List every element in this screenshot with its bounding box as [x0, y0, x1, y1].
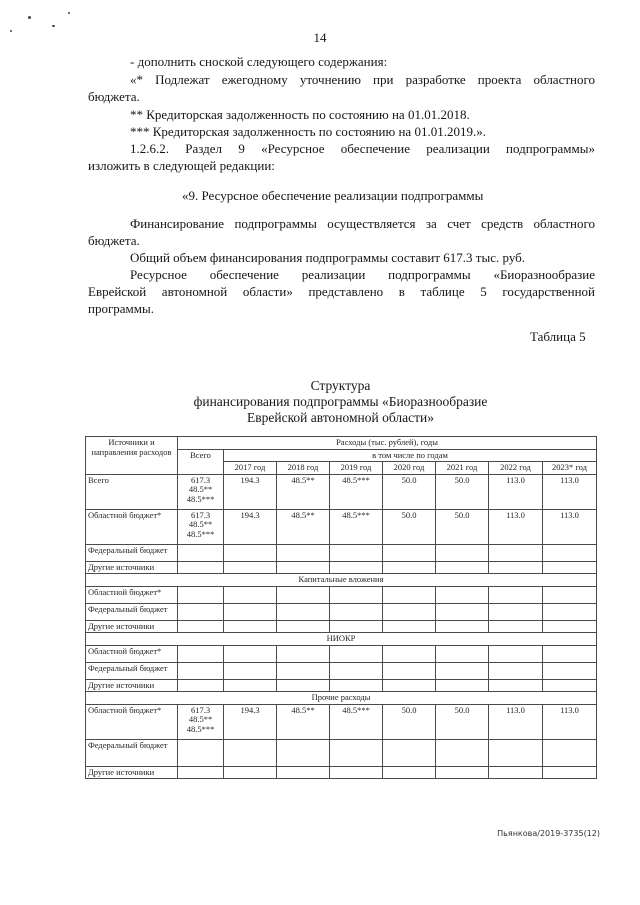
total-cell: 617.3 48.5** 48.5*** — [178, 509, 224, 544]
row-label: Федеральный бюджет — [86, 544, 178, 561]
total-cell: 617.3 48.5** 48.5*** — [178, 474, 224, 509]
table-title-line-3: Еврейской автономной области» — [246, 410, 435, 425]
table-row-other — [86, 766, 597, 779]
header-by-years: в том числе по годам — [224, 449, 597, 462]
table-row-other — [86, 620, 597, 633]
table-section-row — [86, 574, 597, 587]
value-cell: 50.0 — [436, 474, 489, 509]
section-capital: Капитальные вложения — [86, 574, 597, 587]
table-header-row — [86, 437, 597, 450]
value-cell: 194.3 — [224, 704, 277, 739]
value-cell: 113.0 — [543, 474, 597, 509]
scan-speck — [28, 16, 31, 19]
value-cell: 194.3 — [224, 474, 277, 509]
paragraph-intro: - дополнить сноской следующего содержания: — [130, 54, 388, 69]
table-row-regional — [86, 704, 597, 739]
scan-speck — [52, 25, 55, 27]
page-number: 14 — [313, 30, 327, 45]
value-cell: 113.0 — [489, 704, 543, 739]
paragraph-resources: Ресурсное обеспечение реализации подпрограммы «Биоразнообразие — [130, 267, 595, 282]
paragraph-section-change-cont: изложить в следующей редакции: — [88, 158, 275, 173]
header-sources: Источники и направления расходов — [86, 437, 178, 475]
value-cell: 48.5*** — [330, 474, 383, 509]
year-header: 2018 год — [277, 462, 330, 475]
year-header: 2019 год — [330, 462, 383, 475]
value-cell: 50.0 — [436, 509, 489, 544]
row-label: Другие источники — [86, 561, 178, 574]
paragraph-section-change: 1.2.6.2. Раздел 9 «Ресурсное обеспечение реализации подпрограммы» — [130, 141, 595, 156]
table-title-line-2: финансирования подпрограммы «Биоразнообразие — [193, 394, 488, 409]
row-label: Областной бюджет* — [86, 704, 178, 739]
section-other-costs: Прочие расходы — [86, 692, 597, 705]
row-label: Федеральный бюджет — [86, 662, 178, 679]
table-row-other — [86, 561, 597, 574]
table-row-federal — [86, 662, 597, 679]
total-cell: 617.3 48.5** 48.5*** — [178, 704, 224, 739]
year-header: 2021 год — [436, 462, 489, 475]
table-section-row — [86, 692, 597, 705]
value-cell: 194.3 — [224, 509, 277, 544]
value-cell: 113.0 — [489, 474, 543, 509]
paragraph-footnote-1: «* Подлежат ежегодному уточнению при разработке проекта областного — [130, 72, 595, 87]
value-cell: 113.0 — [543, 704, 597, 739]
value-cell: 113.0 — [489, 509, 543, 544]
value-cell: 50.0 — [383, 509, 436, 544]
value-cell: 48.5*** — [330, 509, 383, 544]
year-header: 2022 год — [489, 462, 543, 475]
value-cell: 50.0 — [436, 704, 489, 739]
row-label: Всего — [86, 474, 178, 509]
value-cell: 48.5** — [277, 474, 330, 509]
paragraph-resources-end: программы. — [88, 301, 154, 316]
financing-table — [85, 436, 597, 779]
year-header: 2017 год — [224, 462, 277, 475]
table-label: Таблица 5 — [530, 329, 586, 344]
paragraph-financing-cont: бюджета. — [88, 233, 140, 248]
table-row-regional — [86, 509, 597, 544]
paragraph-footnote-2: ** Кредиторская задолженность по состоянию на 01.01.2018. — [130, 107, 470, 122]
row-label: Областной бюджет* — [86, 645, 178, 662]
scan-speck — [68, 12, 70, 14]
section-title: «9. Ресурсное обеспечение реализации подпрограммы — [182, 188, 484, 203]
paragraph-footnote-1-cont: бюджета. — [88, 89, 140, 104]
value-cell: 48.5** — [277, 509, 330, 544]
table-row-other — [86, 679, 597, 692]
document-stamp: Пьянкова/2019-3735(12) — [497, 829, 600, 838]
header-total: Всего — [178, 449, 224, 474]
value-cell: 48.5** — [277, 704, 330, 739]
year-header: 2023* год — [543, 462, 597, 475]
paragraph-total-volume: Общий объем финансирования подпрограммы составит 617.3 тыс. руб. — [130, 250, 526, 265]
header-expenses: Расходы (тыс. рублей), годы — [178, 437, 597, 450]
value-cell: 50.0 — [383, 704, 436, 739]
table-title-line-1: Структура — [310, 378, 371, 393]
table-row-federal — [86, 739, 597, 766]
paragraph-footnote-3: *** Кредиторская задолженность по состоянию на 01.01.2019.». — [130, 124, 486, 139]
value-cell: 50.0 — [383, 474, 436, 509]
table-row-federal — [86, 603, 597, 620]
value-cell: 113.0 — [543, 509, 597, 544]
table-row-regional — [86, 645, 597, 662]
table-row-total — [86, 474, 597, 509]
paragraph-financing: Финансирование подпрограммы осуществляется за счет средств областного — [130, 216, 595, 231]
year-header: 2020 год — [383, 462, 436, 475]
row-label: Другие источники — [86, 620, 178, 633]
row-label: Областной бюджет* — [86, 509, 178, 544]
table-section-row — [86, 633, 597, 646]
value-cell: 48.5*** — [330, 704, 383, 739]
row-label: Федеральный бюджет — [86, 603, 178, 620]
table-row-regional — [86, 586, 597, 603]
section-rnd: НИОКР — [86, 633, 597, 646]
row-label: Областной бюджет* — [86, 586, 178, 603]
paragraph-resources-cont: Еврейской автономной области» представлено в таблице 5 государственной — [88, 284, 595, 299]
row-label: Другие источники — [86, 766, 178, 779]
row-label: Федеральный бюджет — [86, 739, 178, 766]
table-row-federal — [86, 544, 597, 561]
row-label: Другие источники — [86, 679, 178, 692]
